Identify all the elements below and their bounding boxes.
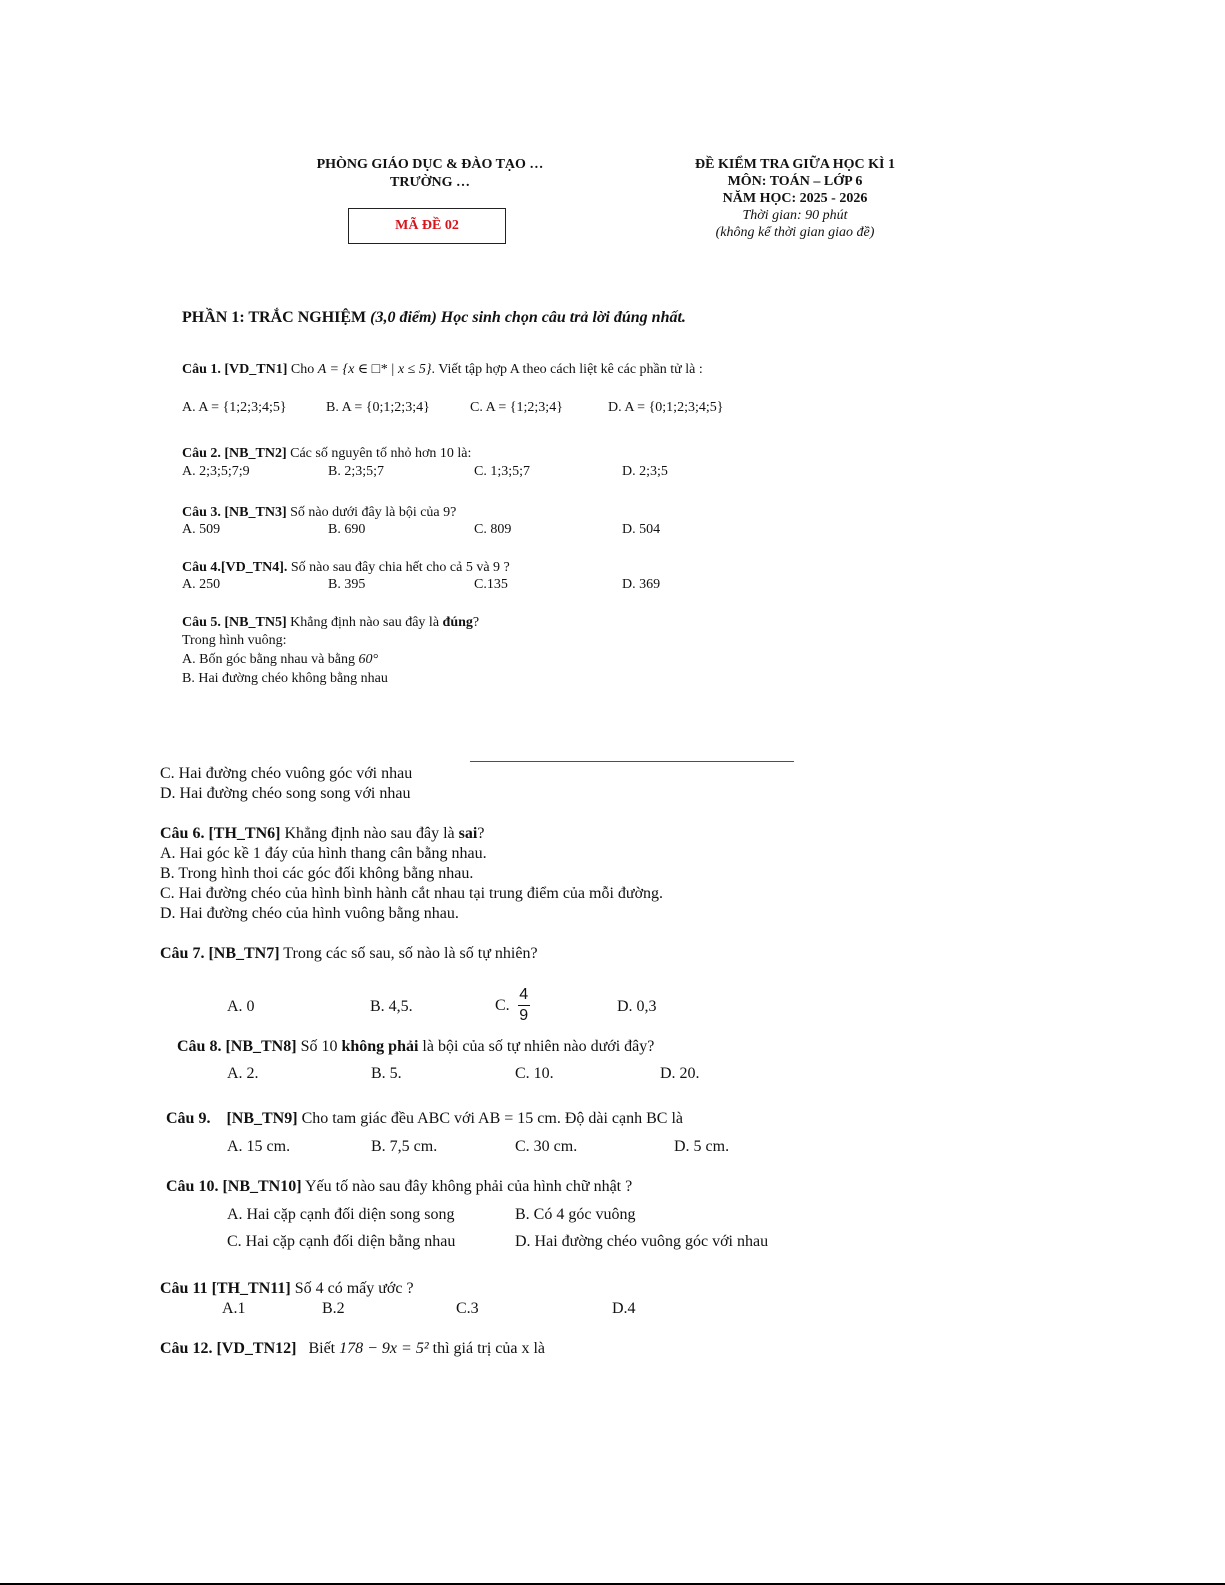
q8-option-a[interactable]: A. 2. bbox=[227, 1065, 259, 1082]
question-9 bbox=[166, 1110, 683, 1128]
question-2-label: Câu 2. [NB_TN2] bbox=[182, 446, 287, 461]
red-divider bbox=[470, 761, 794, 762]
question-8 bbox=[177, 1038, 654, 1056]
question-12-math: 178 − 9x = 5² bbox=[339, 1340, 429, 1357]
question-10-text: Yếu tố nào sau đây không phải của hình chữ nhật ? bbox=[304, 1178, 633, 1195]
question-8-label: Câu 8. [NB_TN8] bbox=[177, 1038, 297, 1055]
q2-option-a[interactable]: A. 2;3;5;7;9 bbox=[182, 464, 250, 479]
q9-option-d[interactable]: D. 5 cm. bbox=[674, 1138, 730, 1155]
q11-option-a[interactable]: A.1 bbox=[222, 1300, 246, 1317]
question-2-text: Các số nguyên tố nhỏ hơn 10 là: bbox=[290, 446, 472, 461]
q6-option-b[interactable]: B. Trong hình thoi các góc đối không bằng nhau. bbox=[160, 865, 474, 882]
q1-option-d[interactable]: D. A = {0;1;2;3;4;5} bbox=[608, 400, 724, 415]
question-9-label: Câu 9. bbox=[166, 1110, 211, 1127]
q3-option-d[interactable]: D. 504 bbox=[622, 522, 661, 537]
q9-option-b[interactable]: B. 7,5 cm. bbox=[371, 1138, 438, 1155]
question-6 bbox=[160, 825, 484, 843]
q8-option-c[interactable]: C. 10. bbox=[515, 1065, 554, 1082]
q6-option-d[interactable]: D. Hai đường chéo của hình vuông bằng nhau. bbox=[160, 905, 459, 922]
question-7-text: Trong các số sau, số nào là số tự nhiên? bbox=[283, 945, 538, 962]
q5-option-d[interactable]: D. Hai đường chéo song song với nhau bbox=[160, 785, 411, 802]
question-12-label: Câu 12. [VD_TN12] bbox=[160, 1340, 297, 1357]
q4-option-c[interactable]: C.135 bbox=[474, 577, 508, 592]
q5-option-a-math: 60° bbox=[358, 652, 379, 667]
q9-option-a[interactable]: A. 15 cm. bbox=[227, 1138, 291, 1155]
q5-option-a[interactable] bbox=[182, 652, 378, 668]
question-5-end: ? bbox=[472, 615, 480, 630]
question-5-text: Khẳng định nào sau đây là bbox=[290, 615, 440, 630]
exam-code-box bbox=[348, 208, 506, 244]
q7-option-b[interactable]: B. 4,5. bbox=[370, 998, 413, 1015]
school-name: TRƯỜNG … bbox=[390, 175, 470, 190]
q1-option-a[interactable]: A. A = {1;2;3;4;5} bbox=[182, 400, 287, 415]
section-title-note: (3,0 điểm) Học sinh chọn câu trả lời đúng nhất. bbox=[370, 309, 686, 326]
question-1-pre: Cho bbox=[290, 362, 315, 377]
q1-option-b[interactable]: B. A = {0;1;2;3;4} bbox=[326, 400, 430, 415]
q5-option-a-text: A. Bốn góc bằng nhau và bằng bbox=[182, 652, 356, 667]
q10-option-a[interactable]: A. Hai cặp cạnh đối diện song song bbox=[227, 1206, 455, 1223]
q5-option-c[interactable]: C. Hai đường chéo vuông góc với nhau bbox=[160, 765, 413, 782]
question-4-text: Số nào sau đây chia hết cho cả 5 và 9 ? bbox=[290, 560, 510, 575]
question-3-label: Câu 3. [NB_TN3] bbox=[182, 505, 287, 520]
exam-title: ĐỀ KIỂM TRA GIỮA HỌC KÌ 1 bbox=[695, 157, 895, 172]
question-6-end: ? bbox=[477, 825, 485, 842]
question-6-tag: . [TH_TN6] bbox=[200, 825, 281, 842]
q6-option-a[interactable]: A. Hai góc kề 1 đáy của hình thang cân bằng nhau. bbox=[160, 845, 487, 862]
q11-option-c[interactable]: C.3 bbox=[456, 1300, 479, 1317]
q4-option-b[interactable]: B. 395 bbox=[328, 577, 366, 592]
q10-option-b[interactable]: B. Có 4 góc vuông bbox=[515, 1206, 636, 1223]
question-10 bbox=[166, 1178, 632, 1196]
q7-option-a[interactable]: A. 0 bbox=[227, 998, 255, 1015]
question-1-label: Câu 1. [VD_TN1] bbox=[182, 362, 288, 377]
q4-option-a[interactable]: A. 250 bbox=[182, 577, 221, 592]
exam-duration: Thời gian: 90 phút bbox=[742, 208, 848, 223]
question-11-text: Số 4 có mấy ước ? bbox=[294, 1280, 414, 1297]
question-9-tag: [NB_TN9] bbox=[226, 1110, 298, 1127]
question-9-text: Cho tam giác đều ABC với AB = 15 cm. Độ dài cạnh BC là bbox=[301, 1110, 684, 1127]
q2-option-d[interactable]: D. 2;3;5 bbox=[622, 464, 668, 479]
question-5-emphasis: đúng bbox=[442, 615, 473, 630]
department-name: PHÒNG GIÁO DỤC & ĐÀO TẠO … bbox=[316, 157, 544, 172]
q8-option-b[interactable]: B. 5. bbox=[371, 1065, 402, 1082]
question-3 bbox=[182, 505, 456, 521]
question-5-intro: Trong hình vuông: bbox=[182, 633, 287, 648]
exam-year: NĂM HỌC: 2025 - 2026 bbox=[722, 191, 868, 206]
q2-option-b[interactable]: B. 2;3;5;7 bbox=[328, 464, 385, 479]
section-title-main: PHẦN 1: TRẮC NGHIỆM bbox=[182, 309, 367, 326]
q5-option-b[interactable]: B. Hai đường chéo không bằng nhau bbox=[182, 671, 388, 686]
q11-option-b[interactable]: B.2 bbox=[322, 1300, 345, 1317]
exam-code: MÃ ĐỀ 02 bbox=[395, 218, 459, 233]
fraction-denominator: 9 bbox=[519, 1007, 529, 1024]
question-6-emphasis: sai bbox=[458, 825, 478, 842]
q1-option-c[interactable]: C. A = {1;2;3;4} bbox=[470, 400, 563, 415]
q10-option-d[interactable]: D. Hai đường chéo vuông góc với nhau bbox=[515, 1233, 769, 1250]
question-10-tag: . [NB_TN10] bbox=[214, 1178, 302, 1195]
question-6-label: Câu 6 bbox=[160, 825, 201, 842]
question-8-emphasis: không phải bbox=[341, 1038, 419, 1055]
q2-option-c[interactable]: C. 1;3;5;7 bbox=[474, 464, 531, 479]
exam-duration-note: (không kể thời gian giao đề) bbox=[715, 225, 875, 240]
question-7 bbox=[160, 945, 538, 963]
question-11-label: Câu 11 [TH_TN11] bbox=[160, 1280, 291, 1297]
question-1-math: A = {x ∈ □* | x ≤ 5} bbox=[317, 362, 432, 377]
q7-option-c[interactable] bbox=[495, 986, 530, 1025]
question-8-end: là bội của số tự nhiên nào dưới đây? bbox=[422, 1038, 655, 1055]
fraction bbox=[518, 986, 530, 1025]
q7-option-d[interactable]: D. 0,3 bbox=[617, 998, 657, 1015]
q3-option-a[interactable]: A. 509 bbox=[182, 522, 221, 537]
q4-option-d[interactable]: D. 369 bbox=[622, 577, 661, 592]
q7-option-c-label: C. bbox=[495, 996, 510, 1014]
question-7-label: Câu 7. [NB_TN7] bbox=[160, 945, 280, 962]
question-8-text: Số 10 bbox=[300, 1038, 338, 1055]
question-12-post: thì giá trị của x là bbox=[432, 1340, 546, 1357]
fraction-bar bbox=[518, 1005, 530, 1006]
q6-option-c[interactable]: C. Hai đường chéo của hình bình hành cắt nhau tại trung điểm của mỗi đường. bbox=[160, 885, 664, 902]
question-11 bbox=[160, 1280, 414, 1298]
q9-option-c[interactable]: C. 30 cm. bbox=[515, 1138, 578, 1155]
question-5 bbox=[182, 615, 479, 631]
question-6-text: Khẳng định nào sau đây là bbox=[284, 825, 455, 842]
q8-option-d[interactable]: D. 20. bbox=[660, 1065, 700, 1082]
question-3-text: Số nào dưới đây là bội của 9? bbox=[290, 505, 457, 520]
q3-option-c[interactable]: C. 809 bbox=[474, 522, 512, 537]
exam-subject: MÔN: TOÁN – LỚP 6 bbox=[727, 174, 863, 189]
question-10-label: Câu 10 bbox=[166, 1178, 215, 1195]
q11-option-d[interactable]: D.4 bbox=[612, 1300, 636, 1317]
question-12-pre: Biết bbox=[308, 1340, 336, 1357]
q3-option-b[interactable]: B. 690 bbox=[328, 522, 366, 537]
question-2 bbox=[182, 446, 471, 462]
question-4-label: Câu 4.[VD_TN4]. bbox=[182, 560, 288, 575]
fraction-numerator: 4 bbox=[519, 986, 529, 1003]
question-12 bbox=[160, 1340, 545, 1358]
question-1-post: . Viết tập hợp A theo cách liệt kê các phần tử là : bbox=[431, 362, 703, 377]
q10-option-c[interactable]: C. Hai cặp cạnh đối diện bằng nhau bbox=[227, 1233, 456, 1250]
question-5-label: Câu 5. [NB_TN5] bbox=[182, 615, 287, 630]
question-1 bbox=[182, 361, 703, 378]
question-4 bbox=[182, 560, 510, 576]
section-title bbox=[182, 309, 686, 327]
